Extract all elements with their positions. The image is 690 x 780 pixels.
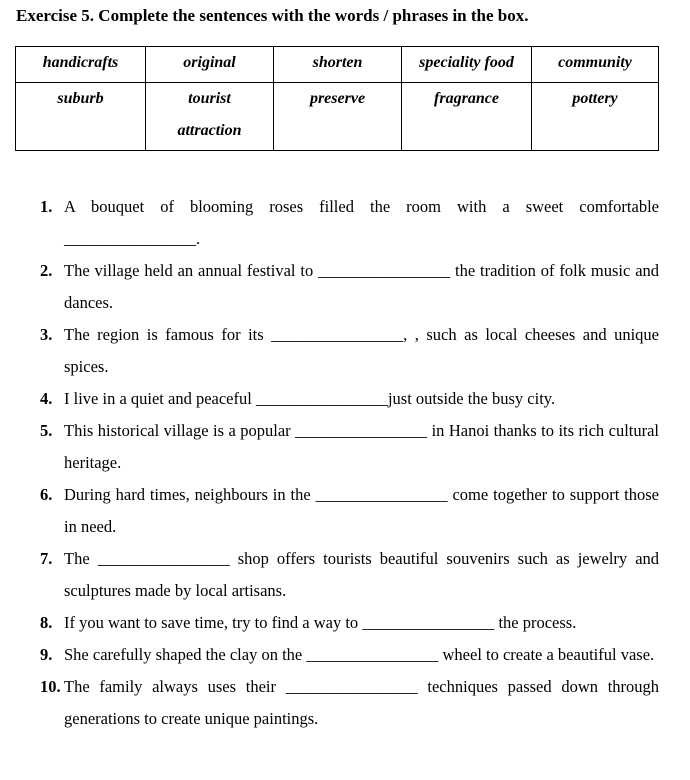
- list-item: [36, 191, 659, 255]
- word-cell: preserve: [274, 83, 402, 151]
- word-cell: original: [146, 47, 274, 83]
- word-cell: community: [532, 47, 659, 83]
- word-box-table: [15, 46, 659, 151]
- item-text-before: A bouquet of blooming roses filled the room with a sweet comfortable: [64, 197, 659, 216]
- sentence-list: [36, 191, 659, 735]
- item-text-before: The family always uses their: [64, 677, 276, 696]
- item-text-before: I live in a quiet and peaceful: [64, 389, 252, 408]
- answer-blank[interactable]: ________________: [362, 613, 495, 632]
- item-text-after: wheel to create a beautiful vase.: [442, 645, 655, 664]
- word-cell: suburb: [16, 83, 146, 151]
- item-number: 2.: [40, 261, 53, 280]
- answer-blank[interactable]: ________________: [64, 229, 196, 248]
- item-number: 6.: [40, 485, 53, 504]
- item-number: 4.: [40, 389, 53, 408]
- answer-blank[interactable]: ________________: [285, 677, 418, 696]
- answer-blank[interactable]: ________________: [306, 645, 439, 664]
- word-cell: handicrafts: [16, 47, 146, 83]
- item-number: 7.: [40, 549, 53, 568]
- item-number: 1.: [40, 197, 53, 216]
- list-item: [36, 319, 659, 383]
- item-text-before: The village held an annual festival to: [64, 261, 314, 280]
- word-cell: fragrance: [402, 83, 532, 151]
- answer-blank[interactable]: ________________: [97, 549, 230, 568]
- item-text-after: come together to support those in need.: [64, 485, 659, 536]
- exercise-title: Exercise 5. Complete the sentences with the words / phrases in the box.: [16, 6, 529, 25]
- item-number: 3.: [40, 325, 53, 344]
- item-text-before: If you want to save time, try to find a way to: [64, 613, 359, 632]
- answer-blank[interactable]: ________________: [318, 261, 451, 280]
- list-item: [36, 543, 659, 607]
- word-box-row: [16, 47, 659, 83]
- word-cell: shorten: [274, 47, 402, 83]
- answer-blank[interactable]: ________________: [315, 485, 448, 504]
- list-item: [36, 479, 659, 543]
- word-cell: speciality food: [402, 47, 532, 83]
- item-text-before: The: [64, 549, 90, 568]
- item-text-before: She carefully shaped the clay on the: [64, 645, 303, 664]
- list-item: [36, 671, 659, 735]
- item-text-before: This historical village is a popular: [64, 421, 291, 440]
- answer-blank[interactable]: ________________: [271, 325, 404, 344]
- item-text-after: techniques passed down through generations to create unique paintings.: [64, 677, 660, 728]
- word-box-row: [16, 83, 659, 151]
- answer-blank[interactable]: ________________: [255, 389, 388, 408]
- item-text-before: During hard times, neighbours in the: [64, 485, 311, 504]
- item-text-after: in Hanoi thanks to its rich cultural heritage.: [64, 421, 660, 472]
- item-number: 5.: [40, 421, 53, 440]
- item-text-after: shop offers tourists beautiful souvenirs such as jewelry and sculptures made by local artisans.: [64, 549, 660, 600]
- list-item: [36, 255, 659, 319]
- word-cell-text: tourist attraction: [177, 90, 242, 139]
- list-item: [36, 383, 659, 415]
- item-text-after: the tradition of folk music and dances.: [64, 261, 660, 312]
- item-number: 9.: [40, 645, 53, 664]
- word-cell: [146, 83, 274, 151]
- item-text-after: the process.: [498, 613, 577, 632]
- answer-blank[interactable]: ________________: [295, 421, 428, 440]
- item-text-before: The region is famous for its: [64, 325, 264, 344]
- list-item: [36, 607, 659, 639]
- word-cell: pottery: [532, 83, 659, 151]
- item-text-after: just outside the busy city.: [387, 389, 556, 408]
- list-item: [36, 415, 659, 479]
- item-number: 10.: [40, 677, 61, 696]
- item-text-after: .: [196, 229, 201, 248]
- item-text-after: , , such as local cheeses and unique spices.: [64, 325, 659, 376]
- item-number: 8.: [40, 613, 53, 632]
- list-item: [36, 639, 659, 671]
